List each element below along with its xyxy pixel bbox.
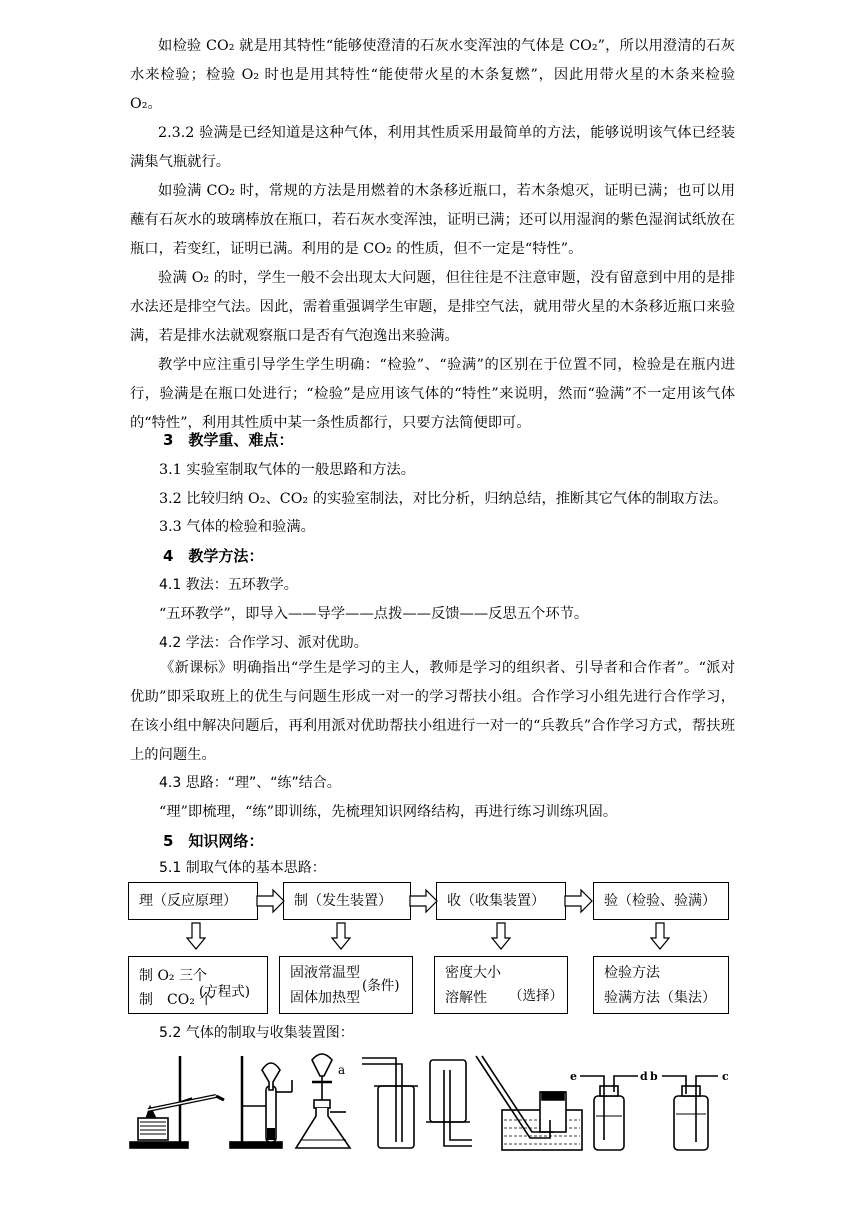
flow-box-principle: 理（反应原理）: [128, 882, 258, 920]
gas-jar-upward-icon: [362, 1058, 418, 1148]
paragraph-co2-full-check: 如验满 CO₂ 时，常规的方法是用燃着的木条移近瓶口，若木条熄灭，证明已满；也可以用蘸有石灰水的玻璃棒放在瓶口，若石灰水变浑浊，证明已满；还可以用湿润的紫色湿润试纸放在瓶口，若变红，证明已满。利用的是 CO₂ 的性质，但不一定是“特性”。: [130, 183, 735, 257]
flow-arrow-down-4-icon: [650, 922, 670, 950]
flow-box-generator: 制（发生装置）: [283, 882, 411, 920]
flow-detail-selection-note: （选择）: [509, 988, 563, 1004]
flow-detail-methods: [593, 956, 729, 1014]
flow-detail-selection-line2: 溶解性: [445, 990, 487, 1006]
section-4-2-heading: 4.2 学法：合作学习、派对优助。: [159, 635, 368, 651]
flow-detail-equations-line2: 制 CO₂ 个: [139, 992, 214, 1008]
section-3-item-1: 3.1 实验室制取气体的一般思路和方法。: [159, 462, 416, 478]
flow-detail-conditions-line1: 固液常温型: [290, 965, 360, 981]
water-trough-icon: [476, 1056, 582, 1150]
label-c: c: [722, 1070, 729, 1083]
flow-detail-equations-line1: 制 O₂ 三个: [139, 968, 207, 984]
section-3-item-3: 3.3 气体的检验和验满。: [159, 519, 315, 535]
paragraph-co2-o2-test: 如检验 CO₂ 就是用其特性“能够使澄清的石灰水变浑浊的气体是 CO₂”，所以用澄清的石灰水来检验；检验 O₂ 时也是用其特性“能使带火星的木条复燃”，因此用带火星的木条来检验 O₂。: [130, 38, 735, 112]
paragraph-2-3-2: 2.3.2 验满是已经知道是这种气体，利用其性质采用最简单的方法，能够说明该气体已经装满集气瓶就行。: [130, 125, 735, 170]
flow-arrow-down-1-icon: [186, 922, 206, 950]
wash-bottle-bc-icon: [662, 1076, 718, 1150]
gas-jar-downward-icon: [426, 1060, 472, 1146]
flow-arrow-right-2-icon: [409, 888, 439, 914]
flow-detail-selection-line1: 密度大小: [445, 965, 501, 981]
section-4-3-text: “理”即梳理，“练”即训练，先梳理知识网络结构，再进行练习训练巩固。: [159, 804, 618, 820]
solid-liquid-apparatus-icon: [230, 1056, 292, 1148]
section-5-2-heading: 5.2 气体的制取与收集装置图：: [159, 1025, 354, 1041]
section-4-1-text: “五环教学”，即导入——导学——点拨——反馈——反思五个环节。: [159, 606, 589, 622]
flow-arrow-right-1-icon: [256, 888, 286, 914]
flow-arrow-down-2-icon: [331, 922, 351, 950]
label-e: e: [570, 1070, 577, 1083]
flow-detail-conditions: [279, 956, 413, 1014]
flow-arrow-right-3-icon: [564, 888, 594, 914]
flow-box-verify: 验（检验、验满）: [593, 882, 729, 920]
section-4-heading: 4 教学方法：: [163, 547, 264, 565]
flow-detail-methods-line2: 验满方法（集法）: [604, 990, 716, 1006]
section-3-heading: 3 教学重、难点：: [163, 431, 294, 449]
wash-bottle-ed-icon: [580, 1076, 638, 1150]
label-a: a: [338, 1063, 346, 1077]
flow-arrow-down-3-icon: [491, 922, 511, 950]
flow-detail-methods-line1: 检验方法: [604, 965, 660, 981]
section-5-heading: 5 知识网络：: [163, 832, 264, 850]
flow-detail-selection: [434, 956, 568, 1014]
solid-heating-apparatus-icon: [130, 1056, 224, 1148]
section-3-item-2: 3.2 比较归纳 O₂、CO₂ 的实验室制法，对比分析，归纳总结，推断其它气体的制取方法。: [159, 491, 728, 507]
flow-box-collector: 收（收集装置）: [436, 882, 566, 920]
paragraph-o2-full-check: 验满 O₂ 的时，学生一般不会出现太大问题，但往往是不注意审题，没有留意到中用的是排水法还是排空气法。因此，需着重强调学生审题，是排空气法，就用带火星的木条移近瓶口来验满，若是排水法就观察瓶口是否有气泡逸出来验满。: [130, 270, 735, 344]
label-b: b: [650, 1070, 658, 1083]
paragraph-teaching-note: 教学中应注重引导学生学生明确：“检验”、“验满”的区别在于位置不同，检验是在瓶内进行，验满是在瓶口处进行；“检验”是应用该气体的“特性”来说明，然而“验满”不一定用该气体的“特性”，利用其性质中某一条性质都行，只要方法简便即可。: [130, 357, 735, 431]
label-d: d: [640, 1070, 648, 1083]
section-4-2-text: 《新课标》明确指出“学生是学习的主人，教师是学习的组织者、引导者和合作者”。“派对优助”即采取班上的优生与问题生形成一对一的学习帮扶小组。合作学习小组先进行合作学习，在该小组中解决问题后，再利用派对优助帮扶小组进行一对一的“兵教兵”合作学习方式，帮扶班上的问题生。: [130, 660, 735, 763]
flow-detail-equations: [128, 956, 268, 1014]
section-4-3-heading: 4.3 思路：“理”、“练”结合。: [159, 775, 341, 791]
flow-detail-conditions-line2: 固体加热型: [290, 990, 360, 1006]
flow-detail-conditions-note: (条件): [362, 978, 400, 994]
section-5-1-heading: 5.1 制取气体的基本思路：: [159, 860, 326, 876]
flow-detail-equations-note: (方程式): [199, 984, 251, 1000]
apparatus-illustration: [126, 1046, 736, 1156]
section-4-1-heading: 4.1 教法：五环教学。: [159, 577, 298, 593]
